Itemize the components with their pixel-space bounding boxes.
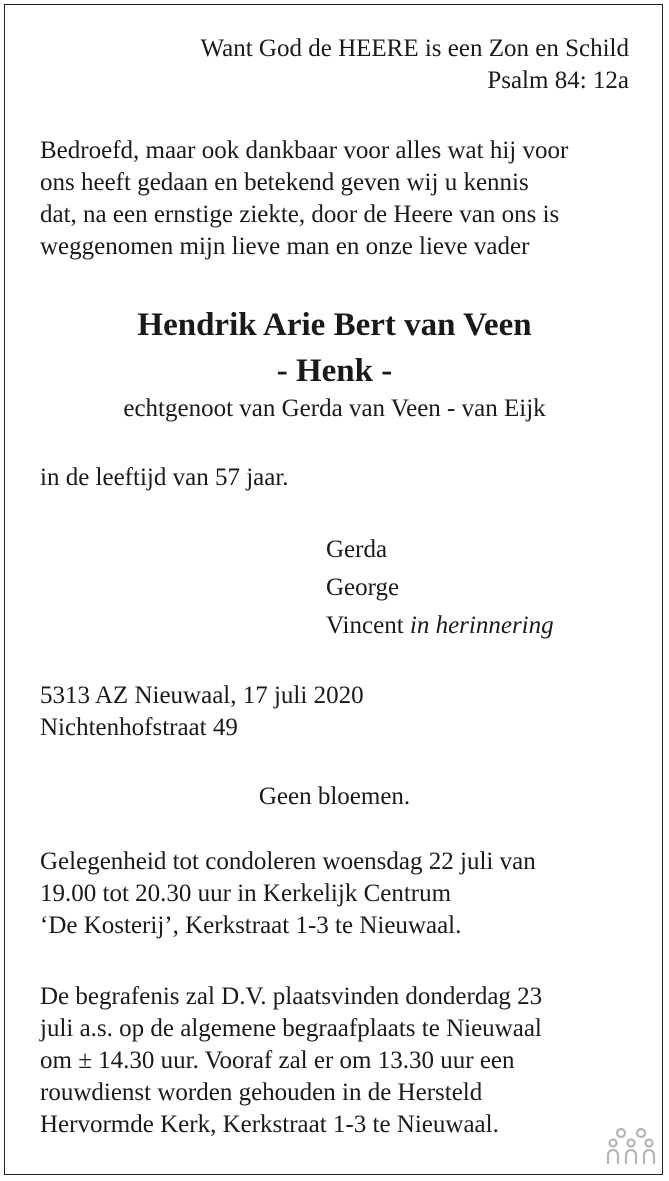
bible-quote: Want God de HEERE is een Zon en Schild [200, 35, 629, 62]
place-date: 5313 AZ Nieuwaal, 17 juli 2020 [40, 682, 364, 709]
deceased-name: Hendrik Arie Bert van Veen [137, 307, 532, 343]
family-member: George [326, 574, 400, 601]
intro-line: weggenomen mijn lieve man en onze lieve vader [40, 233, 530, 260]
condolence-line: Gelegenheid tot condoleren woensdag 22 juli van [40, 848, 536, 875]
funeral-line: Hervormde Kerk, Kerkstraat 1-3 te Nieuwaal. [40, 1111, 499, 1138]
funeral-line: De begrafenis zal D.V. plaatsvinden donderdag 23 [40, 983, 543, 1010]
no-flowers-note: Geen bloemen. [258, 783, 411, 810]
family-member-name: Vincent [326, 612, 404, 639]
family-member [326, 607, 554, 645]
spouse-line: echtgenoot van Gerda van Veen - van Eijk [123, 395, 546, 422]
street-address: Nichtenhofstraat 49 [40, 714, 238, 741]
age-line: in de leeftijd van 57 jaar. [40, 464, 289, 491]
people-group-icon [605, 1126, 657, 1166]
intro-line: ons heeft gedaan en betekend geven wij u kennis [40, 169, 529, 196]
bible-reference: Psalm 84: 12a [487, 67, 629, 94]
condolence-line: 19.00 tot 20.30 uur in Kerkelijk Centrum [40, 880, 452, 907]
address-block [40, 680, 364, 744]
family-member: Gerda [326, 536, 388, 563]
memorial-note: in herinnering [409, 612, 554, 639]
funeral-line: juli a.s. op de algemene begraafplaats te Nieuwaal [40, 1015, 542, 1042]
intro-paragraph [40, 135, 568, 263]
funeral-line: om ± 14.30 uur. Vooraf zal er om 13.30 uur een [40, 1047, 515, 1074]
funeral-line: rouwdienst worden gehouden in de Hersteld [40, 1079, 483, 1106]
deceased-nickname: - Henk - [276, 353, 393, 389]
intro-line: dat, na een ernstige ziekte, door de Heere van ons is [40, 201, 560, 228]
condolence-line: ‘De Kosterij’, Kerkstraat 1-3 te Nieuwaal. [40, 912, 462, 939]
condolence-paragraph [40, 846, 536, 942]
funeral-paragraph [40, 981, 542, 1141]
intro-line: Bedroefd, maar ook dankbaar voor alles wat hij voor [40, 137, 569, 164]
family-list [326, 531, 554, 645]
